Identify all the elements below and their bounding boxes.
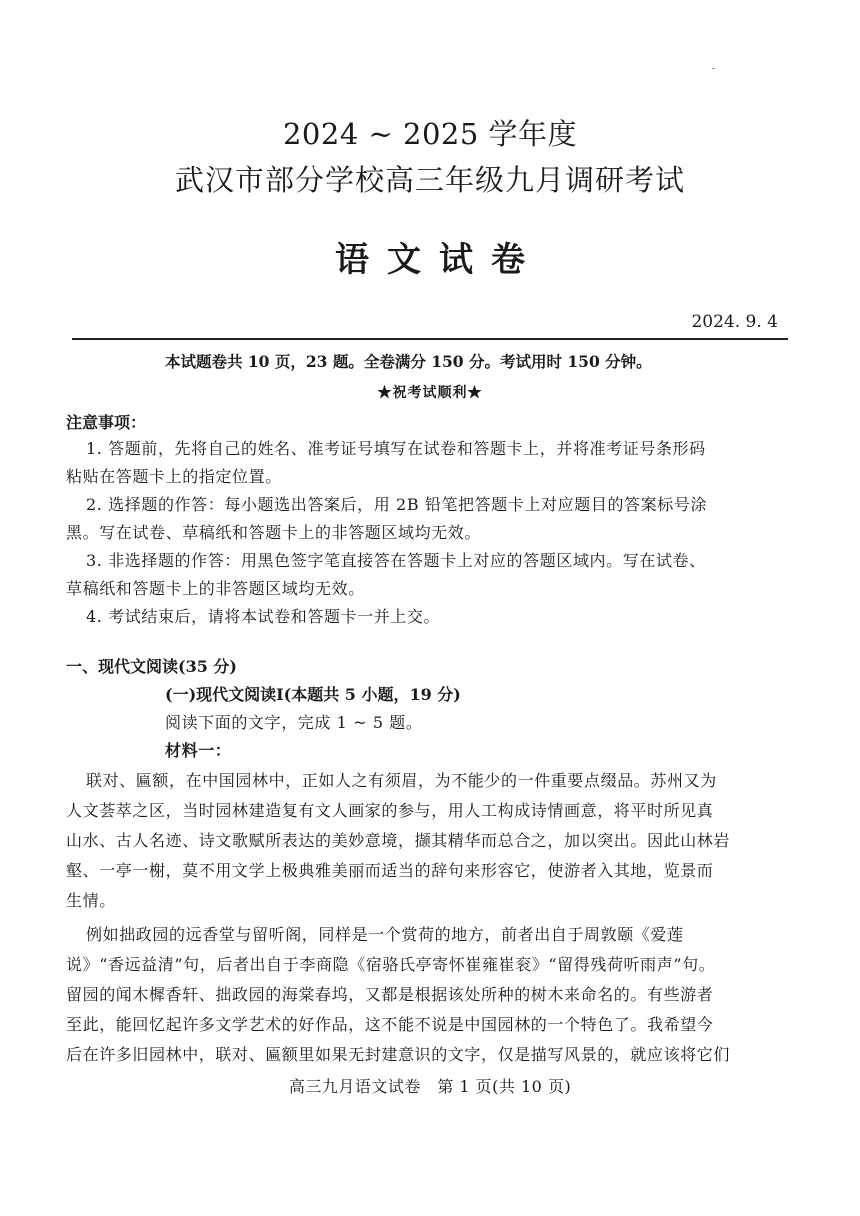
exam-date: 2024. 9. 4 xyxy=(691,312,778,332)
notice-heading: 注意事项： xyxy=(66,413,147,432)
passage-line: 壑、一亭一榭，莫不用文学上极典雅美丽而适当的辞句来形容它，使游者入其地，览景而 xyxy=(66,861,714,880)
notice-line: 黑。写在试卷、草稿纸和答题卡上的非答题区域均无效。 xyxy=(66,523,482,542)
passage-line: 说》“香远益清”句，后者出自于李商隐《宿骆氏亭寄怀崔雍崔衮》“留得残荷听雨声”句。 xyxy=(66,955,716,974)
section-title: 一、现代文阅读(35 分) xyxy=(66,657,237,676)
passage-line: 生情。 xyxy=(66,891,116,910)
notice-line: 粘贴在答题卡上的指定位置。 xyxy=(66,467,282,486)
passage-line: 山水、古人名迹、诗文歌赋所表达的美妙意境，撷其精华而总合之，加以突出。因此山林岩 xyxy=(66,831,731,850)
good-luck-banner: ★祝考试顺利★ xyxy=(377,385,483,401)
material-label: 材料一： xyxy=(165,741,232,760)
exam-title: 武汉市部分学校高三年级九月调研考试 xyxy=(174,163,685,197)
passage-line: 人文荟萃之区，当时园林建造复有文人画家的参与，用人工构成诗情画意，将平时所见真 xyxy=(66,801,714,820)
passage-line: 后在许多旧园林中，联对、匾额里如果无封建意识的文字，仅是描写风景的，就应该将它们 xyxy=(66,1045,731,1064)
passage-line: 例如拙政园的远香堂与留听阁，同样是一个赏荷的地方，前者出自于周敦颐《爱莲 xyxy=(86,925,684,944)
reading-instruction: 阅读下面的文字，完成 1 ~ 5 题。 xyxy=(165,713,423,732)
subject-title: 语文试卷 xyxy=(335,240,543,280)
page-footer: 高三九月语文试卷 第 1 页(共 10 页) xyxy=(288,1077,572,1096)
notice-line: 4. 考试结束后，请将本试卷和答题卡一并上交。 xyxy=(86,607,441,626)
exam-info: 本试题卷共 10 页，23 题。全卷满分 150 分。考试用时 150 分钟。 xyxy=(165,352,652,371)
header-rule xyxy=(72,338,788,340)
notice-line: 草稿纸和答题卡上的非答题区域均无效。 xyxy=(66,579,365,598)
passage-line: 至此，能回忆起许多文学艺术的好作品，这不能不说是中国园林的一个特色了。我希望今 xyxy=(66,1015,714,1034)
passage-line: 留园的闻木樨香轩、拙政园的海棠春坞，又都是根据该处所种的树木来命名的。有些游者 xyxy=(66,985,714,1004)
exam-year: 2024 ~ 2025 学年度 xyxy=(282,117,578,151)
passage-line: 联对、匾额，在中国园林中，正如人之有须眉，为不能少的一件重要点缀品。苏州又为 xyxy=(86,771,717,790)
notice-line: 3. 非选择题的作答：用黑色签字笔直接答在答题卡上对应的答题区域内。写在试卷、 xyxy=(86,551,706,570)
notice-line: 1. 答题前，先将自己的姓名、准考证号填写在试卷和答题卡上，并将准考证号条形码 xyxy=(86,439,706,458)
section-subtitle: (一)现代文阅读Ⅰ(本题共 5 小题，19 分) xyxy=(165,685,461,704)
notice-line: 2. 选择题的作答：每小题选出答案后，用 2B 铅笔把答题卡上对应题目的答案标号涂 xyxy=(86,495,708,514)
scan-speck xyxy=(712,68,715,69)
